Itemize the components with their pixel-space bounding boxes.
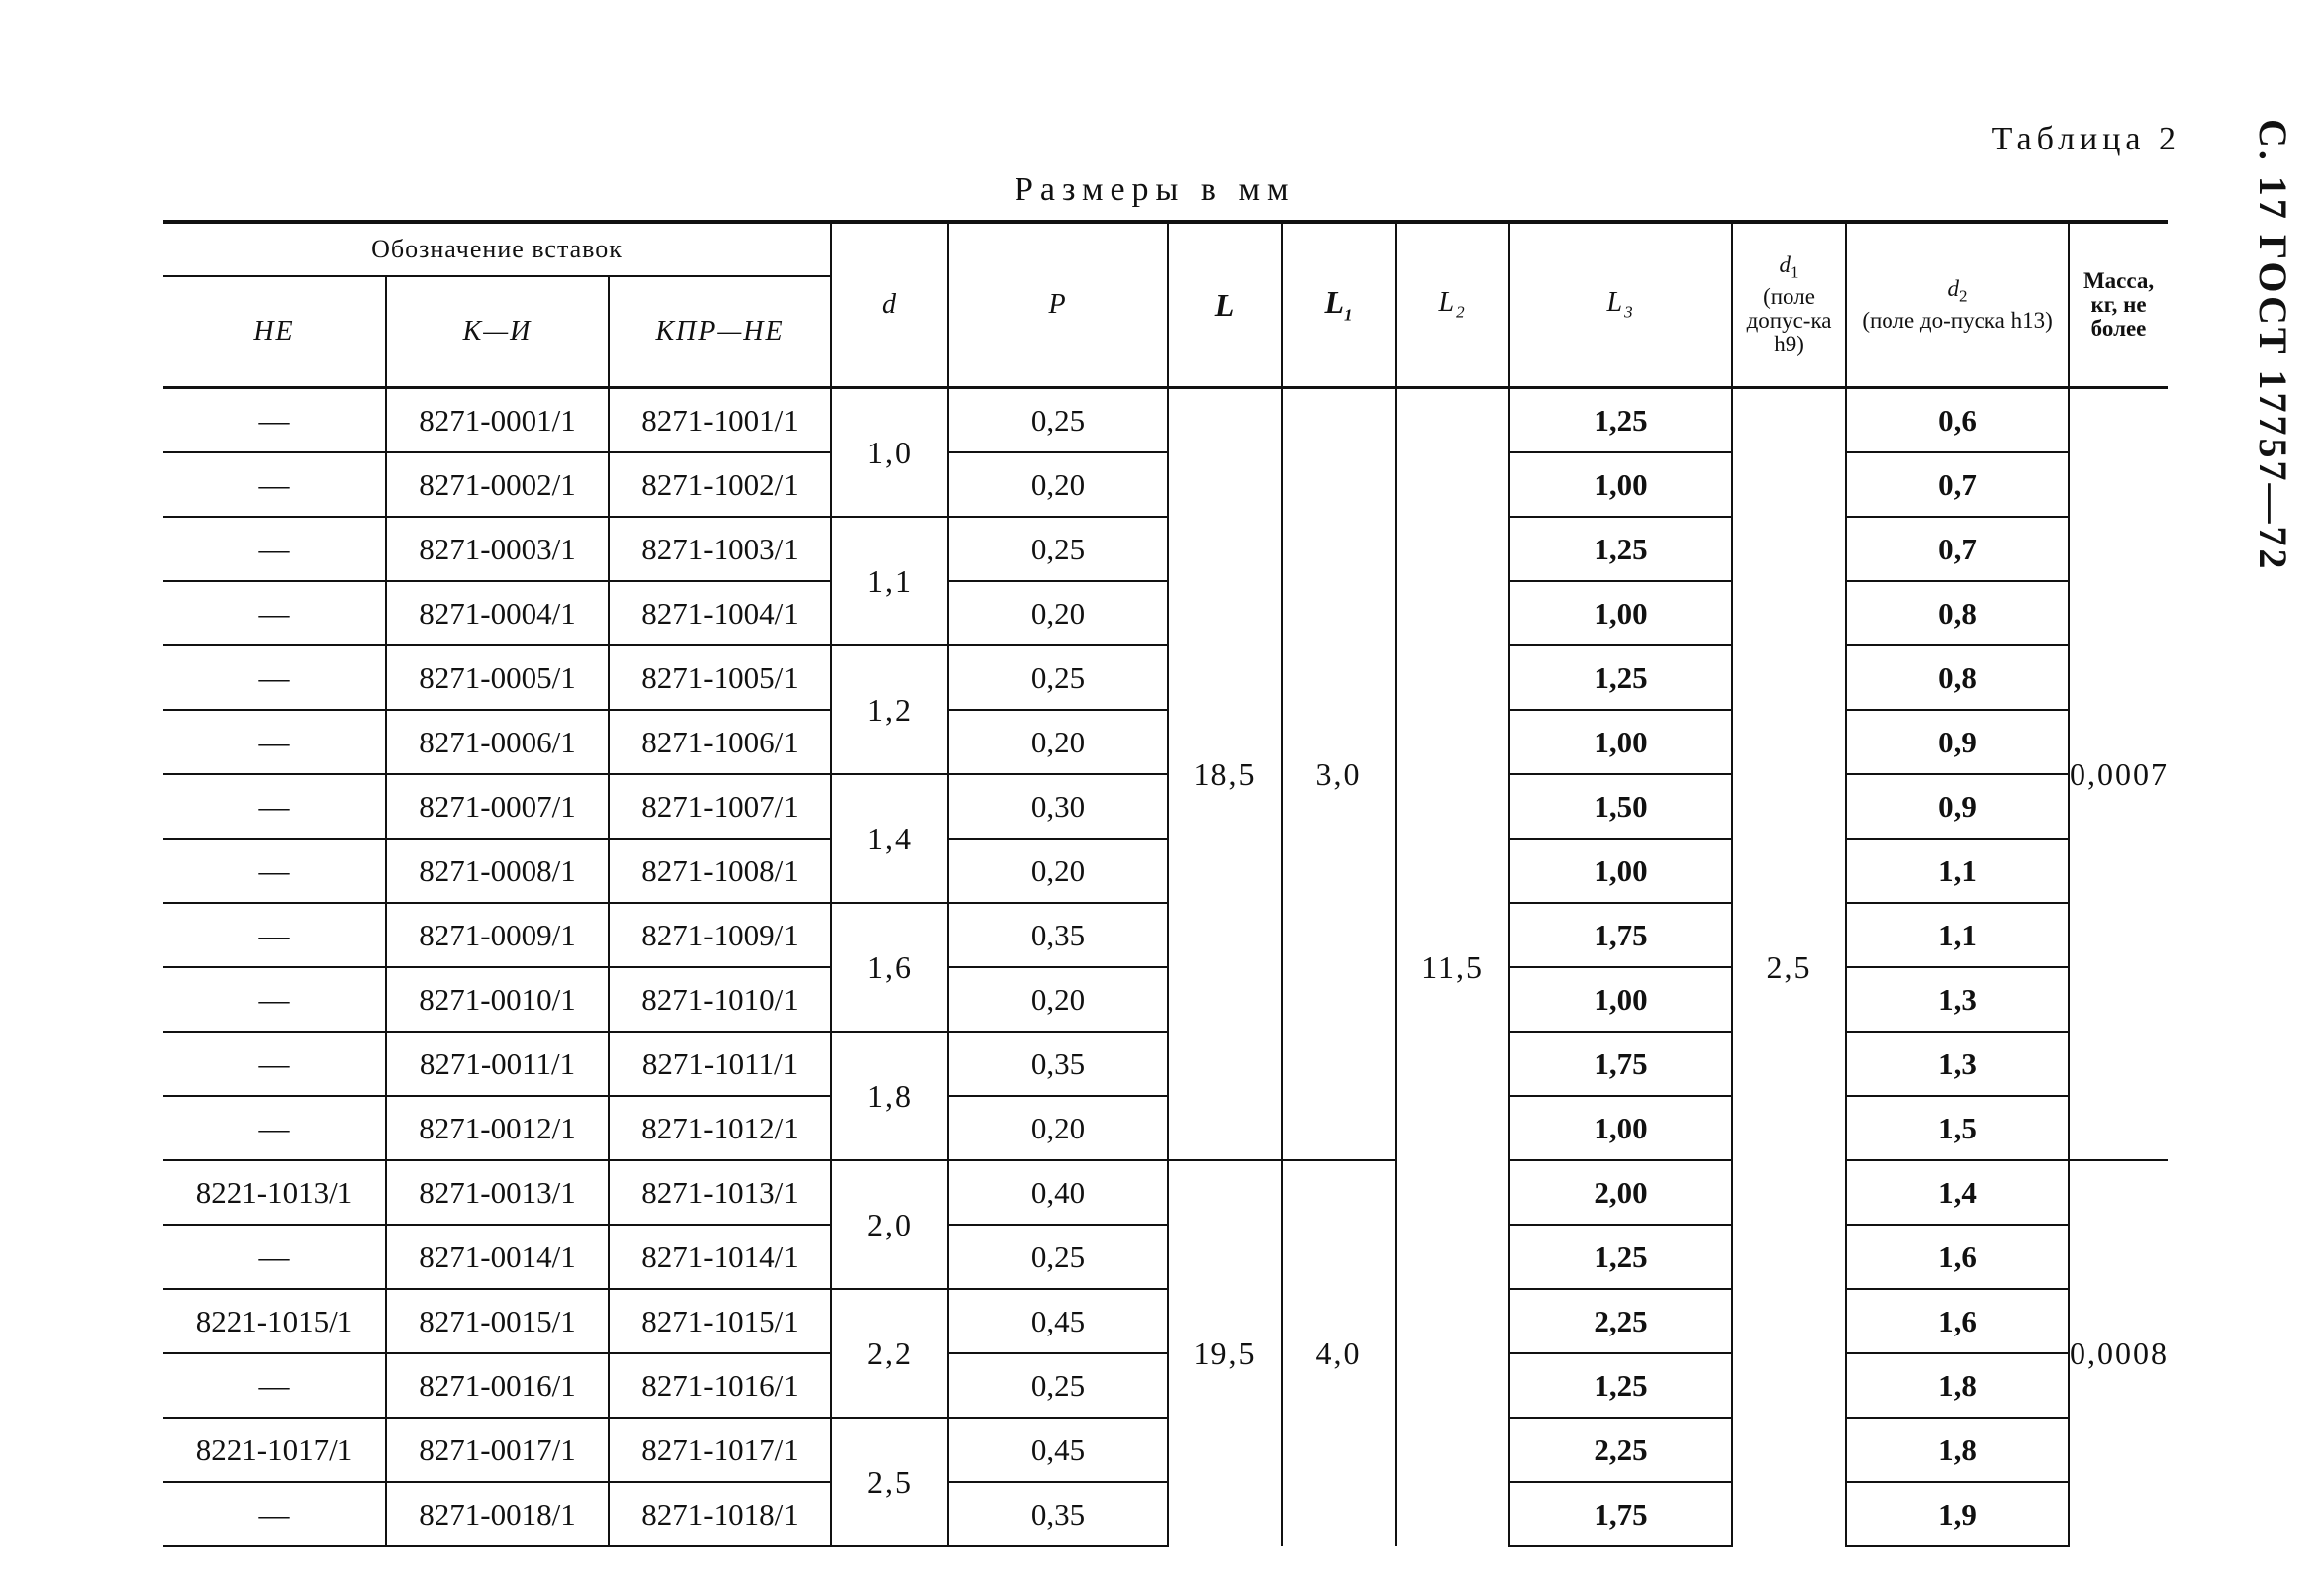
cell-p: 0,25	[948, 388, 1168, 453]
cell-l1: 3,0	[1282, 388, 1396, 1161]
cell-ne: —	[163, 967, 386, 1032]
table-row	[163, 1032, 2168, 1096]
cell-d: 1,2	[831, 645, 948, 774]
cell-d2: 0,9	[1846, 774, 2069, 839]
cell-ne: —	[163, 645, 386, 710]
cell-ne: 8221-1017/1	[163, 1418, 386, 1482]
cell-ne: —	[163, 1096, 386, 1160]
dimensions-table	[163, 220, 2168, 1547]
cell-ne: —	[163, 1482, 386, 1546]
header-mass: Масса, кг, не более	[2069, 222, 2168, 388]
page-header-text: С. 17 ГОСТ 17757—72	[2251, 119, 2295, 572]
cell-d2: 1,8	[1846, 1353, 2069, 1418]
page-header	[2227, 119, 2306, 572]
cell-l3: 1,25	[1509, 1225, 1732, 1289]
table-row	[163, 1289, 2168, 1353]
table-row	[163, 388, 2168, 453]
cell-ne: —	[163, 388, 386, 453]
cell-l3: 1,75	[1509, 1032, 1732, 1096]
cell-p: 0,40	[948, 1160, 1168, 1225]
cell-l3: 1,75	[1509, 1482, 1732, 1546]
cell-kprne: 8271-1010/1	[609, 967, 831, 1032]
header-d1: $d_1$ (поле допус-ка h9)	[1732, 222, 1846, 388]
cell-l3: 1,00	[1509, 839, 1732, 903]
table-caption: Таблица 2	[1991, 121, 2180, 157]
table-row	[163, 517, 2168, 581]
cell-kprne: 8271-1007/1	[609, 774, 831, 839]
cell-d2: 0,8	[1846, 645, 2069, 710]
cell-ki: 8271-0017/1	[386, 1418, 609, 1482]
cell-ki: 8271-0014/1	[386, 1225, 609, 1289]
cell-ne: —	[163, 839, 386, 903]
cell-p: 0,25	[948, 1353, 1168, 1418]
cell-d2: 1,6	[1846, 1289, 2069, 1353]
cell-ne: —	[163, 774, 386, 839]
cell-p: 0,20	[948, 710, 1168, 774]
header-kprne: КПР—НЕ	[609, 276, 831, 388]
cell-d2: 1,9	[1846, 1482, 2069, 1546]
cell-d: 1,4	[831, 774, 948, 903]
cell-l1: 4,0	[1282, 1160, 1396, 1546]
units-caption: Размеры в мм	[1015, 171, 1296, 208]
cell-d: 1,1	[831, 517, 948, 645]
cell-l: 18,5	[1168, 388, 1282, 1161]
header-l: L	[1168, 222, 1282, 388]
cell-p: 0,20	[948, 839, 1168, 903]
cell-ki: 8271-0013/1	[386, 1160, 609, 1225]
cell-d2: 0,6	[1846, 388, 2069, 453]
cell-l3: 1,00	[1509, 967, 1732, 1032]
cell-l3: 2,25	[1509, 1418, 1732, 1482]
cell-ki: 8271-0003/1	[386, 517, 609, 581]
cell-d2: 0,8	[1846, 581, 2069, 645]
cell-l3: 1,75	[1509, 903, 1732, 967]
cell-d: 1,6	[831, 903, 948, 1032]
cell-ki: 8271-0001/1	[386, 388, 609, 453]
cell-kprne: 8271-1011/1	[609, 1032, 831, 1096]
cell-d2: 1,6	[1846, 1225, 2069, 1289]
header-ki: К—И	[386, 276, 609, 388]
cell-p: 0,25	[948, 1225, 1168, 1289]
cell-d: 2,2	[831, 1289, 948, 1418]
cell-ne: —	[163, 452, 386, 517]
cell-ne: 8221-1015/1	[163, 1289, 386, 1353]
cell-l: 19,5	[1168, 1160, 1282, 1546]
cell-ki: 8271-0009/1	[386, 903, 609, 967]
cell-l3: 1,25	[1509, 1353, 1732, 1418]
cell-kprne: 8271-1013/1	[609, 1160, 831, 1225]
table-row	[163, 774, 2168, 839]
cell-ki: 8271-0008/1	[386, 839, 609, 903]
cell-p: 0,45	[948, 1418, 1168, 1482]
cell-kprne: 8271-1012/1	[609, 1096, 831, 1160]
header-d2: $d_2$ (поле до-пуска h13)	[1846, 222, 2069, 388]
cell-l3: 1,50	[1509, 774, 1732, 839]
table-row	[163, 1160, 2168, 1225]
cell-l3: 1,25	[1509, 645, 1732, 710]
cell-p: 0,20	[948, 1096, 1168, 1160]
cell-d2: 1,5	[1846, 1096, 2069, 1160]
header-l1: $L_1$	[1282, 222, 1396, 388]
cell-d2: 0,7	[1846, 452, 2069, 517]
table-row	[163, 1353, 2168, 1418]
cell-p: 0,35	[948, 1032, 1168, 1096]
cell-d: 1,8	[831, 1032, 948, 1160]
cell-kprne: 8271-1018/1	[609, 1482, 831, 1546]
cell-ki: 8271-0016/1	[386, 1353, 609, 1418]
cell-ki: 8271-0006/1	[386, 710, 609, 774]
cell-ki: 8271-0005/1	[386, 645, 609, 710]
cell-kprne: 8271-1016/1	[609, 1353, 831, 1418]
cell-mass: 0,0007	[2069, 388, 2168, 1161]
table-row	[163, 967, 2168, 1032]
cell-kprne: 8271-1008/1	[609, 839, 831, 903]
cell-l3: 2,00	[1509, 1160, 1732, 1225]
cell-d2: 1,3	[1846, 967, 2069, 1032]
cell-l3: 2,25	[1509, 1289, 1732, 1353]
cell-p: 0,30	[948, 774, 1168, 839]
table-head	[163, 222, 2168, 388]
cell-ki: 8271-0002/1	[386, 452, 609, 517]
cell-ki: 8271-0012/1	[386, 1096, 609, 1160]
cell-d: 2,0	[831, 1160, 948, 1289]
table-row	[163, 645, 2168, 710]
cell-p: 0,35	[948, 1482, 1168, 1546]
cell-p: 0,20	[948, 581, 1168, 645]
cell-ne: —	[163, 517, 386, 581]
cell-kprne: 8271-1014/1	[609, 1225, 831, 1289]
cell-kprne: 8271-1004/1	[609, 581, 831, 645]
cell-ki: 8271-0004/1	[386, 581, 609, 645]
cell-ki: 8271-0015/1	[386, 1289, 609, 1353]
table-body	[163, 388, 2168, 1547]
table-row	[163, 1418, 2168, 1482]
cell-ne: —	[163, 903, 386, 967]
header-l2: $L_2$	[1396, 222, 1509, 388]
cell-d2: 1,8	[1846, 1418, 2069, 1482]
table-row	[163, 839, 2168, 903]
table-row	[163, 1096, 2168, 1160]
cell-mass: 0,0008	[2069, 1160, 2168, 1546]
cell-d: 1,0	[831, 388, 948, 518]
cell-d2: 1,1	[1846, 839, 2069, 903]
cell-ki: 8271-0010/1	[386, 967, 609, 1032]
cell-kprne: 8271-1006/1	[609, 710, 831, 774]
cell-ne: —	[163, 1032, 386, 1096]
cell-kprne: 8271-1009/1	[609, 903, 831, 967]
cell-p: 0,25	[948, 645, 1168, 710]
cell-d1: 2,5	[1732, 388, 1846, 1547]
cell-ne: —	[163, 1225, 386, 1289]
cell-kprne: 8271-1003/1	[609, 517, 831, 581]
cell-d2: 1,4	[1846, 1160, 2069, 1225]
cell-p: 0,45	[948, 1289, 1168, 1353]
cell-ki: 8271-0007/1	[386, 774, 609, 839]
cell-d2: 1,1	[1846, 903, 2069, 967]
cell-l2: 11,5	[1396, 388, 1509, 1547]
table-row	[163, 1225, 2168, 1289]
header-p: P	[948, 222, 1168, 388]
header-ne: НЕ	[163, 276, 386, 388]
cell-ki: 8271-0011/1	[386, 1032, 609, 1096]
cell-kprne: 8271-1002/1	[609, 452, 831, 517]
cell-l3: 1,25	[1509, 388, 1732, 453]
cell-l3: 1,00	[1509, 452, 1732, 517]
cell-l3: 1,00	[1509, 710, 1732, 774]
cell-l3: 1,25	[1509, 517, 1732, 581]
table-row	[163, 903, 2168, 967]
cell-p: 0,25	[948, 517, 1168, 581]
cell-l3: 1,00	[1509, 581, 1732, 645]
cell-d2: 1,3	[1846, 1032, 2069, 1096]
cell-d2: 0,7	[1846, 517, 2069, 581]
table-row	[163, 581, 2168, 645]
cell-l3: 1,00	[1509, 1096, 1732, 1160]
cell-ne: —	[163, 710, 386, 774]
cell-kprne: 8271-1001/1	[609, 388, 831, 453]
cell-ne: —	[163, 1353, 386, 1418]
cell-kprne: 8271-1015/1	[609, 1289, 831, 1353]
cell-d2: 0,9	[1846, 710, 2069, 774]
cell-kprne: 8271-1017/1	[609, 1418, 831, 1482]
table-row	[163, 452, 2168, 517]
cell-p: 0,35	[948, 903, 1168, 967]
designation-group-header: Обозначение вставок	[163, 222, 831, 276]
cell-d: 2,5	[831, 1418, 948, 1546]
cell-p: 0,20	[948, 967, 1168, 1032]
cell-ne: —	[163, 581, 386, 645]
cell-ne: 8221-1013/1	[163, 1160, 386, 1225]
header-d: d	[831, 222, 948, 388]
table-row	[163, 710, 2168, 774]
cell-ki: 8271-0018/1	[386, 1482, 609, 1546]
cell-p: 0,20	[948, 452, 1168, 517]
cell-kprne: 8271-1005/1	[609, 645, 831, 710]
table-row	[163, 1482, 2168, 1546]
header-l3: $L_3$	[1509, 222, 1732, 388]
